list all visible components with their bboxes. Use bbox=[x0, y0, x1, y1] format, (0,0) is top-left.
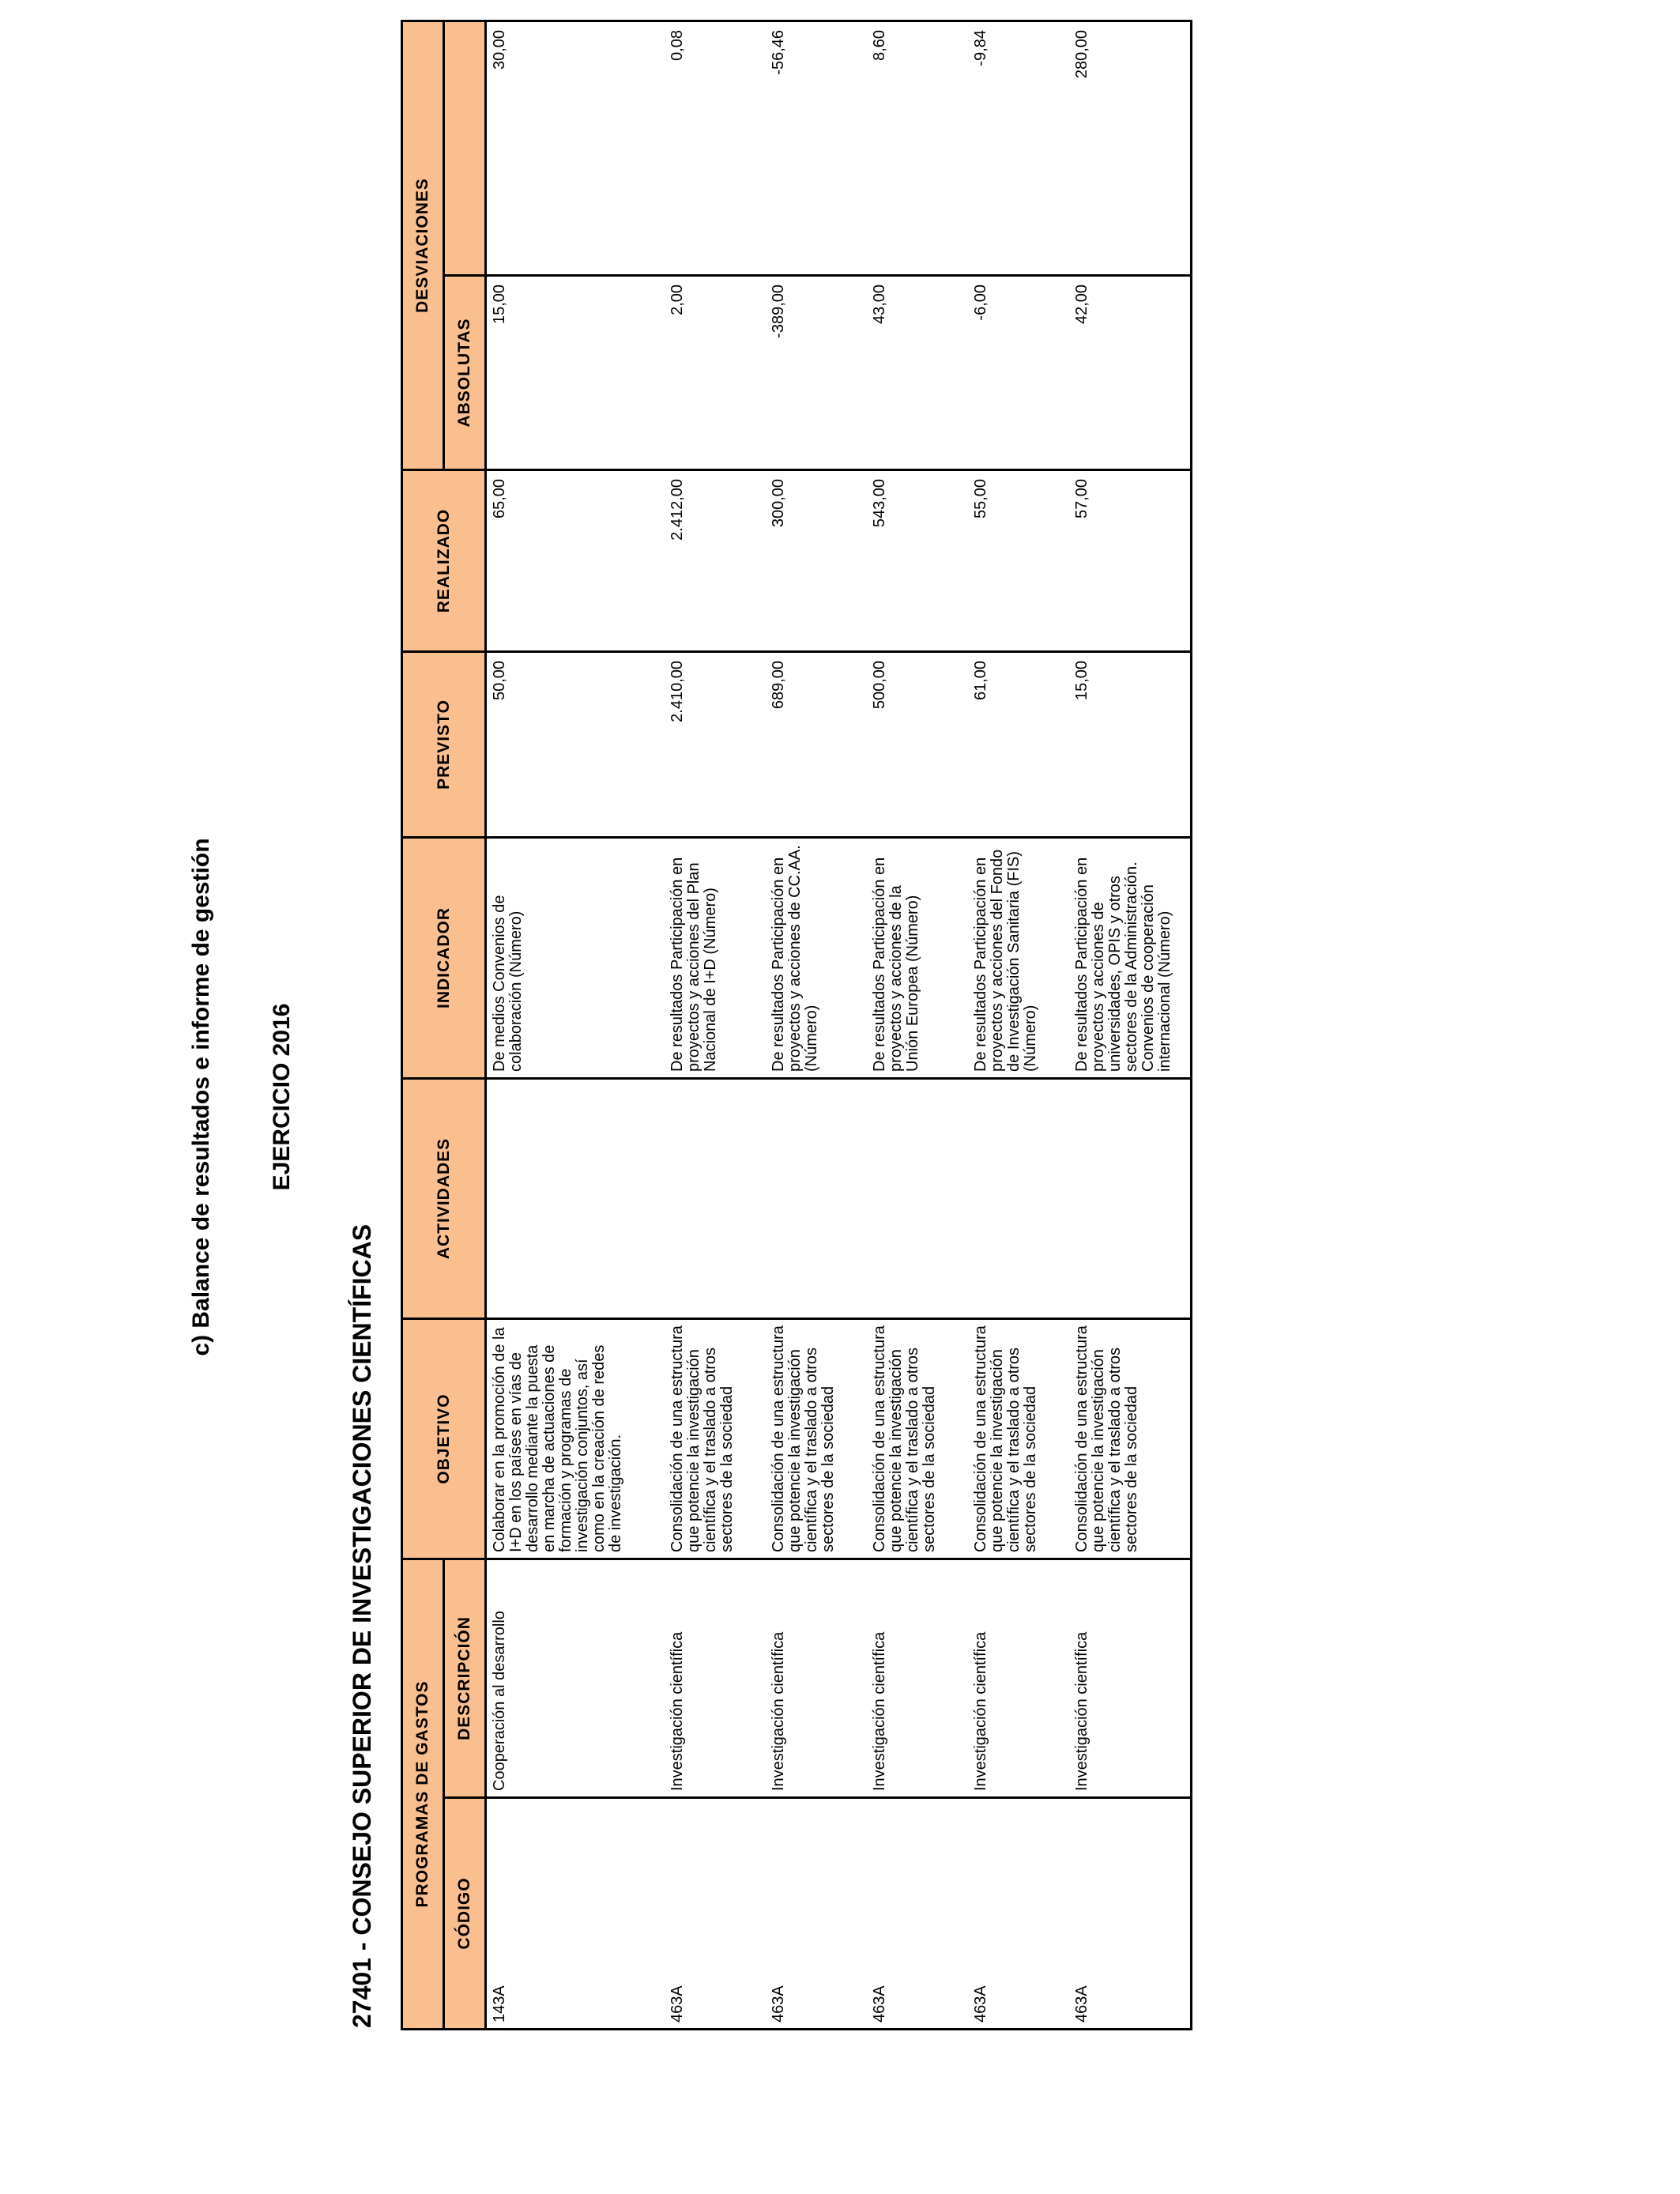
cell-actividades bbox=[766, 1078, 867, 1318]
cell-objetivo: Consolidación de una estructura que potencie la investigación científica y el traslado a otros sectores de la sociedad bbox=[1069, 1318, 1192, 1559]
column-header-absolutas: ABSOLUTAS bbox=[444, 275, 486, 469]
cell-codigo: 143A bbox=[486, 1798, 665, 2030]
cell-absolutas: 2,00 bbox=[665, 275, 766, 469]
cell-objetivo: Consolidación de una estructura que potencie la investigación científica y el traslado a otros sectores de la sociedad bbox=[867, 1318, 968, 1559]
group-header-programas: PROGRAMAS DE GASTOS bbox=[402, 1559, 444, 2029]
cell-absolutas: 43,00 bbox=[867, 275, 968, 469]
cell-codigo: 463A bbox=[867, 1798, 968, 2030]
results-table bbox=[401, 20, 1192, 2030]
cell-realizado: 2.412,00 bbox=[665, 469, 766, 651]
column-header-codigo: CÓDIGO bbox=[444, 1798, 486, 2030]
column-header-objetivo: OBJETIVO bbox=[402, 1318, 486, 1559]
cell-codigo: 463A bbox=[766, 1798, 867, 2030]
cell-absolutas: 42,00 bbox=[1069, 275, 1192, 469]
cell-realizado: 300,00 bbox=[766, 469, 867, 651]
cell-indicador: De medios Convenios de colaboración (Número) bbox=[486, 837, 665, 1078]
cell-codigo: 463A bbox=[968, 1798, 1069, 2030]
cell-actividades bbox=[1069, 1078, 1192, 1318]
cell-previsto: 15,00 bbox=[1069, 651, 1192, 837]
table-row bbox=[766, 21, 867, 2029]
cell-descripcion: Investigación científica bbox=[867, 1559, 968, 1797]
table-row bbox=[968, 21, 1069, 2029]
cell-relativas: 0,08 bbox=[665, 21, 766, 275]
cell-relativas: 280,00 bbox=[1069, 21, 1192, 275]
cell-previsto: 2.410,00 bbox=[665, 651, 766, 837]
cell-relativas: 30,00 bbox=[486, 21, 665, 275]
cell-descripcion: Investigación científica bbox=[1069, 1559, 1192, 1797]
cell-actividades bbox=[665, 1078, 766, 1318]
table-row bbox=[867, 21, 968, 2029]
cell-absolutas: -6,00 bbox=[968, 275, 1069, 469]
column-header-actividades: ACTIVIDADES bbox=[402, 1078, 486, 1318]
cell-indicador: De resultados Participación en proyectos y acciones de la Unión Europea (Número) bbox=[867, 837, 968, 1078]
cell-relativas: -9,84 bbox=[968, 21, 1069, 275]
cell-realizado: 55,00 bbox=[968, 469, 1069, 651]
cell-codigo: 463A bbox=[665, 1798, 766, 2030]
cell-descripcion: Cooperación al desarrollo bbox=[486, 1559, 665, 1797]
group-header-desviaciones: DESVIACIONES bbox=[402, 21, 444, 469]
cell-relativas: 8,60 bbox=[867, 21, 968, 275]
cell-indicador: De resultados Participación en proyectos y acciones de CC.AA. (Número) bbox=[766, 837, 867, 1078]
column-header-realizado: REALIZADO bbox=[402, 469, 486, 651]
column-header-relativas bbox=[444, 21, 486, 275]
column-header-previsto: PREVISTO bbox=[402, 651, 486, 837]
table-row bbox=[486, 21, 665, 2029]
cell-objetivo: Consolidación de una estructura que potencie la investigación científica y el traslado a otros sectores de la sociedad bbox=[766, 1318, 867, 1559]
cell-realizado: 57,00 bbox=[1069, 469, 1192, 651]
cell-realizado: 543,00 bbox=[867, 469, 968, 651]
column-header-descripcion: DESCRIPCIÓN bbox=[444, 1559, 486, 1797]
cell-previsto: 689,00 bbox=[766, 651, 867, 837]
cell-absolutas: -389,00 bbox=[766, 275, 867, 469]
cell-realizado: 65,00 bbox=[486, 469, 665, 651]
cell-objetivo: Consolidación de una estructura que potencie la investigación científica y el traslado a otros sectores de la sociedad bbox=[665, 1318, 766, 1559]
cell-previsto: 500,00 bbox=[867, 651, 968, 837]
organization-title: 27401 - CONSEJO SUPERIOR DE INVESTIGACIONES CIENTÍFICAS bbox=[348, 1223, 376, 2028]
cell-descripcion: Investigación científica bbox=[968, 1559, 1069, 1797]
cell-codigo: 463A bbox=[1069, 1798, 1192, 2030]
cell-relativas: -56,46 bbox=[766, 21, 867, 275]
table-row bbox=[1069, 21, 1192, 2029]
cell-previsto: 50,00 bbox=[486, 651, 665, 837]
cell-actividades bbox=[968, 1078, 1069, 1318]
cell-objetivo: Colaborar en la promoción de la I+D en los países en vías de desarrollo mediante la puesta en marcha de actuaciones de formación y programas de investigación conjuntos, así como en la creación de redes de investigación. bbox=[486, 1318, 665, 1559]
cell-indicador: De resultados Participación en proyectos y acciones del Plan Nacional de I+D (Número) bbox=[665, 837, 766, 1078]
cell-indicador: De resultados Participación en proyectos y acciones del Fondo de Investigación Sanitaria (FIS) (Número) bbox=[968, 837, 1069, 1078]
document-title: c) Balance de resultados e informe de gestión bbox=[188, 838, 214, 1356]
column-header-indicador: INDICADOR bbox=[402, 837, 486, 1078]
cell-previsto: 61,00 bbox=[968, 651, 1069, 837]
cell-descripcion: Investigación científica bbox=[665, 1559, 766, 1797]
cell-actividades bbox=[486, 1078, 665, 1318]
exercise-year: EJERCICIO 2016 bbox=[269, 1003, 295, 1191]
cell-absolutas: 15,00 bbox=[486, 275, 665, 469]
cell-descripcion: Investigación científica bbox=[766, 1559, 867, 1797]
cell-indicador: De resultados Participación en proyectos y acciones de universidades, OPIS y otros sectores de la Administración. Convenios de cooperación internacional (Número) bbox=[1069, 837, 1192, 1078]
cell-actividades bbox=[867, 1078, 968, 1318]
cell-objetivo: Consolidación de una estructura que potencie la investigación científica y el traslado a otros sectores de la sociedad bbox=[968, 1318, 1069, 1559]
table-row bbox=[665, 21, 766, 2029]
